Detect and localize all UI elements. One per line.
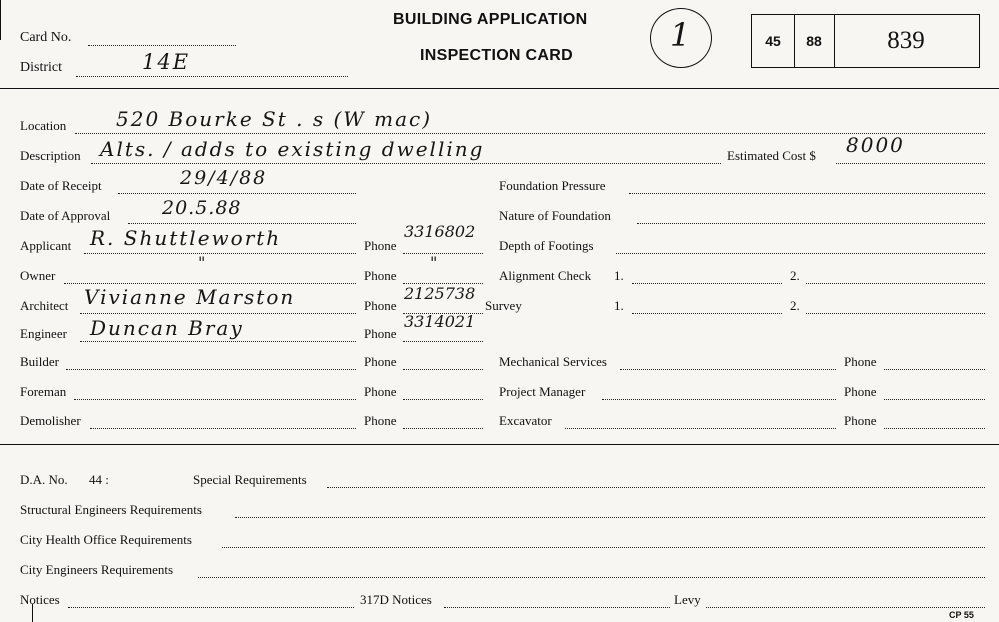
estimated-cost-value: 8000: [846, 133, 905, 157]
card-title-line2: INSPECTION CARD: [420, 47, 573, 64]
circled-number: 1: [670, 16, 691, 54]
city-engineers-requirements-label: City Engineers Requirements: [20, 562, 174, 577]
description-value: Alts. / adds to existing dwelling: [100, 137, 485, 161]
applicant-phone-line: [403, 253, 483, 254]
nature-foundation-label: Nature of Foundation: [499, 208, 611, 223]
da-no-label: D.A. No.: [20, 472, 68, 487]
project-manager-phone-label: Phone: [844, 384, 877, 399]
notices-317d-line: [444, 607, 670, 608]
project-manager-phone-line: [884, 399, 985, 400]
health-requirements-line: [222, 547, 985, 548]
foreman-line: [74, 399, 356, 400]
survey-2-label: 2.: [790, 298, 800, 313]
applicant-phone-label: Phone: [364, 238, 397, 253]
description-label: Description: [20, 148, 81, 163]
date-approval-label: Date of Approval: [20, 208, 111, 223]
divider-top: [0, 88, 999, 89]
survey-2-line: [806, 313, 985, 314]
depth-footings-label: Depth of Footings: [499, 238, 594, 253]
date-receipt-line: [118, 193, 356, 194]
mechanical-line: [620, 369, 836, 370]
foreman-label: Foreman: [20, 384, 67, 399]
code-a: 45: [752, 15, 795, 67]
foundation-pressure-label: Foundation Pressure: [499, 178, 606, 193]
engineer-phone-line: [403, 341, 483, 342]
date-approval-value: 20.5.88: [162, 197, 242, 219]
mechanical-phone-label: Phone: [844, 354, 877, 369]
card-number-box: [751, 14, 980, 68]
engineer-label: Engineer: [20, 326, 67, 341]
architect-label: Architect: [20, 298, 69, 313]
date-approval-line: [128, 223, 356, 224]
alignment-check-label: Alignment Check: [499, 268, 592, 283]
demolisher-label: Demolisher: [20, 413, 81, 428]
nature-foundation-line: [637, 223, 985, 224]
excavator-label: Excavator: [499, 413, 552, 428]
builder-phone-line: [403, 369, 483, 370]
card-number: 839: [887, 27, 925, 54]
notices-317d-label: 317D Notices: [360, 592, 432, 607]
excavator-phone-label: Phone: [844, 413, 877, 428]
form-code: CP 55: [949, 610, 974, 620]
survey-1-label: 1.: [614, 298, 624, 313]
code-b: 88: [794, 15, 835, 67]
structural-requirements-label: Structural Engineers Requirements: [20, 502, 202, 517]
engineer-phone-label: Phone: [364, 326, 397, 341]
card-no-label: Card No.: [20, 30, 72, 45]
special-requirements-label: Special Requirements: [193, 472, 307, 487]
mechanical-phone-line: [884, 369, 985, 370]
owner-value: ": [198, 253, 208, 272]
bottom-left-mark: [32, 604, 33, 622]
district-line: [76, 76, 348, 77]
applicant-value: R. Shuttleworth: [90, 226, 282, 250]
owner-phone-value: ": [430, 253, 440, 272]
alignment-check-2-label: 2.: [790, 268, 800, 283]
left-border-mark: [0, 0, 2, 40]
district-label: District: [20, 60, 62, 75]
builder-label: Builder: [20, 354, 59, 369]
owner-label: Owner: [20, 268, 56, 283]
special-requirements-line: [327, 487, 985, 488]
foreman-phone-line: [403, 399, 483, 400]
applicant-phone-value: 3316802: [404, 222, 476, 241]
date-receipt-label: Date of Receipt: [20, 178, 102, 193]
applicant-label: Applicant: [20, 238, 72, 253]
engineer-line: [80, 341, 356, 342]
demolisher-phone-label: Phone: [364, 413, 397, 428]
demolisher-line: [90, 428, 356, 429]
estimated-cost-line: [836, 163, 985, 164]
architect-phone-value: 2125738: [404, 284, 476, 303]
card-no-line: [88, 45, 236, 46]
alignment-check-1-line: [632, 283, 782, 284]
survey-1-line: [632, 313, 782, 314]
builder-line: [66, 369, 356, 370]
survey-label: Survey: [485, 298, 522, 313]
applicant-line: [84, 253, 356, 254]
depth-footings-line: [616, 253, 985, 254]
architect-value: Vivianne Marston: [84, 285, 296, 309]
owner-line: [64, 283, 356, 284]
alignment-check-1-label: 1.: [614, 268, 624, 283]
excavator-phone-line: [884, 428, 985, 429]
location-value: 520 Bourke St . s (W mac): [116, 107, 433, 131]
engineer-value: Duncan Bray: [90, 316, 244, 340]
engineer-phone-value: 3314021: [404, 312, 476, 331]
da-no-value: 44 :: [89, 472, 109, 487]
mechanical-label: Mechanical Services: [499, 354, 607, 369]
district-value: 14E: [142, 50, 191, 74]
notices-line: [68, 607, 354, 608]
project-manager-line: [602, 399, 836, 400]
project-manager-label: Project Manager: [499, 384, 586, 399]
notices-label: Notices: [20, 592, 60, 607]
foundation-pressure-line: [629, 193, 985, 194]
levy-label: Levy: [674, 592, 701, 607]
health-requirements-label: City Health Office Requirements: [20, 532, 192, 547]
city-engineers-requirements-line: [198, 577, 985, 578]
owner-phone-label: Phone: [364, 268, 397, 283]
architect-phone-label: Phone: [364, 298, 397, 313]
location-label: Location: [20, 118, 67, 133]
architect-line: [80, 313, 356, 314]
structural-requirements-line: [235, 517, 985, 518]
date-receipt-value: 29/4/88: [180, 167, 268, 189]
card-title-line1: BUILDING APPLICATION: [393, 11, 588, 28]
divider-middle: [0, 444, 999, 445]
foreman-phone-label: Phone: [364, 384, 397, 399]
excavator-line: [565, 428, 836, 429]
builder-phone-label: Phone: [364, 354, 397, 369]
estimated-cost-label: Estimated Cost $: [727, 148, 816, 163]
alignment-check-2-line: [806, 283, 985, 284]
levy-line: [706, 607, 985, 608]
description-line: [91, 163, 721, 164]
demolisher-phone-line: [403, 428, 483, 429]
